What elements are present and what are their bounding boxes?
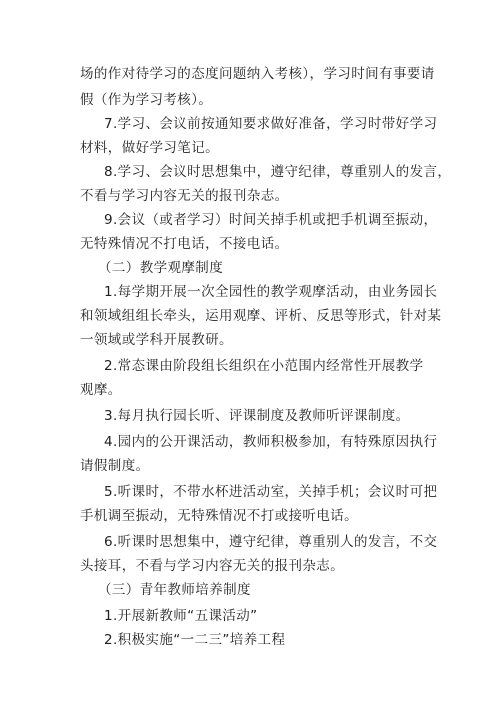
paragraph-line: 假（作为学习考核）。 bbox=[80, 92, 213, 108]
paragraph-line: 和领域组组长牵头，运用观摩、评析、反思等形式，针对某 bbox=[80, 308, 442, 324]
paragraph-line: 2.积极实施“一二三”培养工程 bbox=[104, 632, 286, 648]
paragraph-line: 8.学习、会议时思想集中，遵守纪律，尊重别人的发言， bbox=[104, 164, 452, 180]
paragraph-line: 不看与学习内容无关的报刊杂志。 bbox=[80, 188, 289, 204]
paragraph-line: 请假制度。 bbox=[80, 458, 150, 474]
paragraph-line: 场的作对待学习的态度问题纳入考核），学习时间有事要请 bbox=[80, 66, 435, 82]
paragraph-line: 观摩。 bbox=[80, 382, 122, 398]
paragraph-line: 1.每学期开展一次全园性的教学观摩活动，由业务园长 bbox=[104, 284, 438, 300]
paragraph-line: 2.常态课由阶段组长组织在小范围内经常性开展教学 bbox=[104, 358, 424, 374]
paragraph-line: 6.听课时思想集中，遵守纪律，尊重别人的发言，不交 bbox=[104, 534, 438, 550]
paragraph-line: 手机调至振动，无特殊情况不打或接听电话。 bbox=[80, 508, 358, 524]
paragraph-line: 1.开展新教师“五课活动” bbox=[104, 608, 258, 624]
paragraph-line: 一领域或学科开展教研。 bbox=[80, 332, 233, 348]
paragraph-line: 5.听课时，不带水杯进活动室，关掉手机；会议时可把 bbox=[104, 484, 438, 500]
paragraph-line: 4.园内的公开课活动，教师积极参加，有特殊原因执行 bbox=[104, 434, 438, 450]
paragraph-line: 3.每月执行园长听、评课制度及教师听评课制度。 bbox=[104, 408, 410, 424]
section-heading: （二）教学观摩制度 bbox=[98, 260, 224, 276]
paragraph-line: 头接耳，不看与学习内容无关的报刊杂志。 bbox=[80, 558, 345, 574]
section-heading: （三）青年教师培养制度 bbox=[98, 582, 251, 598]
paragraph-line: 无特殊情况不打电话，不接电话。 bbox=[80, 236, 289, 252]
paragraph-line: 材料，做好学习笔记。 bbox=[80, 140, 219, 156]
paragraph-line: 7.学习、会议前按通知要求做好准备，学习时带好学习 bbox=[104, 116, 438, 132]
paragraph-line: 9.会议（或者学习）时间关掉手机或把手机调至振动， bbox=[104, 212, 438, 228]
